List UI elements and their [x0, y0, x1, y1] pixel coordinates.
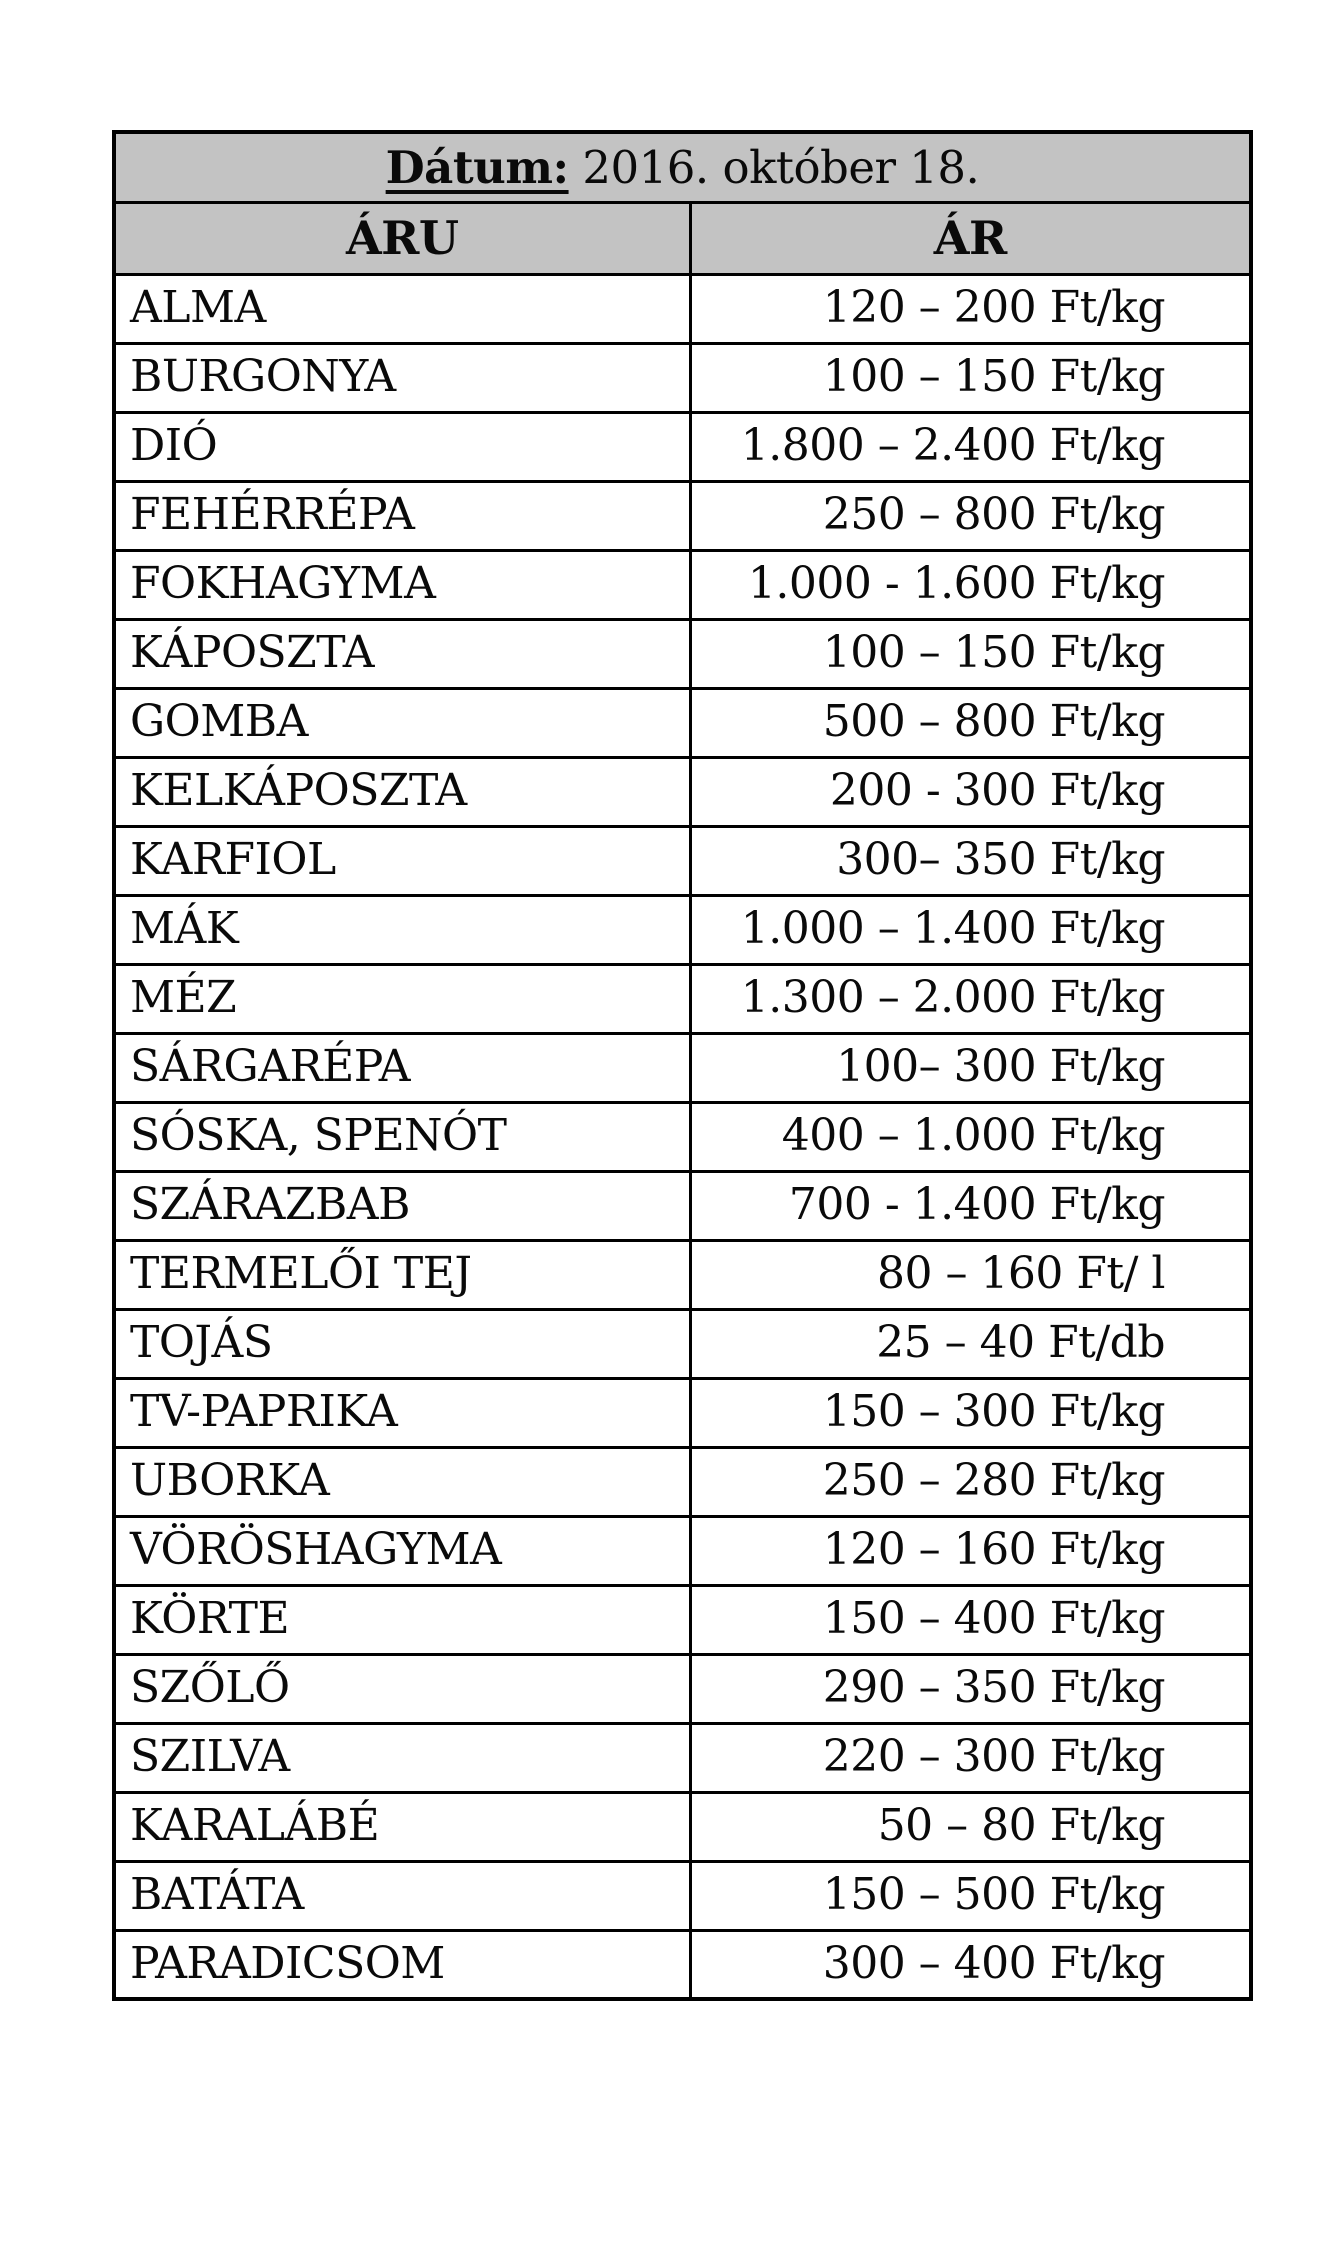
item-name-cell: TERMELŐI TEJ — [114, 1240, 690, 1309]
item-name-cell: BATÁTA — [114, 1861, 690, 1930]
item-name-cell: KARFIOL — [114, 826, 690, 895]
item-price-cell: 1.800 – 2.400 Ft/kg — [690, 412, 1251, 481]
item-price-cell: 50 – 80 Ft/kg — [690, 1792, 1251, 1861]
date-label: Dátum: — [385, 140, 569, 194]
item-price-cell: 80 – 160 Ft/ l — [690, 1240, 1251, 1309]
table-row — [114, 1585, 1251, 1654]
item-name-cell: VÖRÖSHAGYMA — [114, 1516, 690, 1585]
item-price-cell: 150 – 500 Ft/kg — [690, 1861, 1251, 1930]
item-name-cell: TV-PAPRIKA — [114, 1378, 690, 1447]
table-row — [114, 826, 1251, 895]
table-row — [114, 1309, 1251, 1378]
table-row — [114, 1861, 1251, 1930]
table-row — [114, 1033, 1251, 1102]
item-price-cell: 120 – 160 Ft/kg — [690, 1516, 1251, 1585]
item-price-cell: 400 – 1.000 Ft/kg — [690, 1102, 1251, 1171]
item-name-cell: KÖRTE — [114, 1585, 690, 1654]
price-table — [112, 130, 1253, 2001]
item-name-cell: UBORKA — [114, 1447, 690, 1516]
item-name-cell: MÉZ — [114, 964, 690, 1033]
item-price-cell: 290 – 350 Ft/kg — [690, 1654, 1251, 1723]
item-name-cell: SZILVA — [114, 1723, 690, 1792]
price-list — [112, 130, 1253, 2001]
table-row — [114, 1654, 1251, 1723]
item-name-cell: GOMBA — [114, 688, 690, 757]
table-row — [114, 274, 1251, 343]
item-name-cell: MÁK — [114, 895, 690, 964]
date-value: 2016. október 18. — [582, 140, 980, 194]
item-price-cell: 250 – 800 Ft/kg — [690, 481, 1251, 550]
column-header-row — [114, 202, 1251, 274]
table-body — [114, 274, 1251, 1999]
item-name-cell: PARADICSOM — [114, 1930, 690, 1999]
item-price-cell: 500 – 800 Ft/kg — [690, 688, 1251, 757]
item-price-cell: 1.300 – 2.000 Ft/kg — [690, 964, 1251, 1033]
table-row — [114, 688, 1251, 757]
item-price-cell: 100 – 150 Ft/kg — [690, 343, 1251, 412]
item-price-cell: 150 – 300 Ft/kg — [690, 1378, 1251, 1447]
item-price-cell: 300 – 400 Ft/kg — [690, 1930, 1251, 1999]
item-name-cell: SÓSKA, SPENÓT — [114, 1102, 690, 1171]
item-price-cell: 250 – 280 Ft/kg — [690, 1447, 1251, 1516]
item-price-cell: 1.000 – 1.400 Ft/kg — [690, 895, 1251, 964]
table-row — [114, 412, 1251, 481]
item-price-cell: 300– 350 Ft/kg — [690, 826, 1251, 895]
item-name-cell: FOKHAGYMA — [114, 550, 690, 619]
item-name-cell: ALMA — [114, 274, 690, 343]
table-row — [114, 964, 1251, 1033]
column-header-item: ÁRU — [114, 202, 690, 274]
table-row — [114, 1171, 1251, 1240]
table-row — [114, 757, 1251, 826]
table-row — [114, 1930, 1251, 1999]
item-name-cell: BURGONYA — [114, 343, 690, 412]
item-price-cell: 220 – 300 Ft/kg — [690, 1723, 1251, 1792]
item-price-cell: 100– 300 Ft/kg — [690, 1033, 1251, 1102]
table-row — [114, 343, 1251, 412]
item-name-cell: SZÁRAZBAB — [114, 1171, 690, 1240]
item-price-cell: 200 - 300 Ft/kg — [690, 757, 1251, 826]
table-row — [114, 1102, 1251, 1171]
table-row — [114, 1240, 1251, 1309]
item-price-cell: 120 – 200 Ft/kg — [690, 274, 1251, 343]
table-row — [114, 619, 1251, 688]
item-price-cell: 100 – 150 Ft/kg — [690, 619, 1251, 688]
item-name-cell: FEHÉRRÉPA — [114, 481, 690, 550]
item-name-cell: TOJÁS — [114, 1309, 690, 1378]
item-price-cell: 700 - 1.400 Ft/kg — [690, 1171, 1251, 1240]
item-name-cell: KELKÁPOSZTA — [114, 757, 690, 826]
table-row — [114, 550, 1251, 619]
table-row — [114, 481, 1251, 550]
date-row — [114, 132, 1251, 202]
item-name-cell: KARALÁBÉ — [114, 1792, 690, 1861]
table-row — [114, 1516, 1251, 1585]
column-header-price: ÁR — [690, 202, 1251, 274]
table-row — [114, 1447, 1251, 1516]
item-name-cell: SZŐLŐ — [114, 1654, 690, 1723]
date-cell — [114, 132, 1251, 202]
item-price-cell: 1.000 - 1.600 Ft/kg — [690, 550, 1251, 619]
table-row — [114, 895, 1251, 964]
table-row — [114, 1723, 1251, 1792]
table-row — [114, 1378, 1251, 1447]
table-row — [114, 1792, 1251, 1861]
item-price-cell: 25 – 40 Ft/db — [690, 1309, 1251, 1378]
item-name-cell: KÁPOSZTA — [114, 619, 690, 688]
item-name-cell: DIÓ — [114, 412, 690, 481]
item-name-cell: SÁRGARÉPA — [114, 1033, 690, 1102]
item-price-cell: 150 – 400 Ft/kg — [690, 1585, 1251, 1654]
